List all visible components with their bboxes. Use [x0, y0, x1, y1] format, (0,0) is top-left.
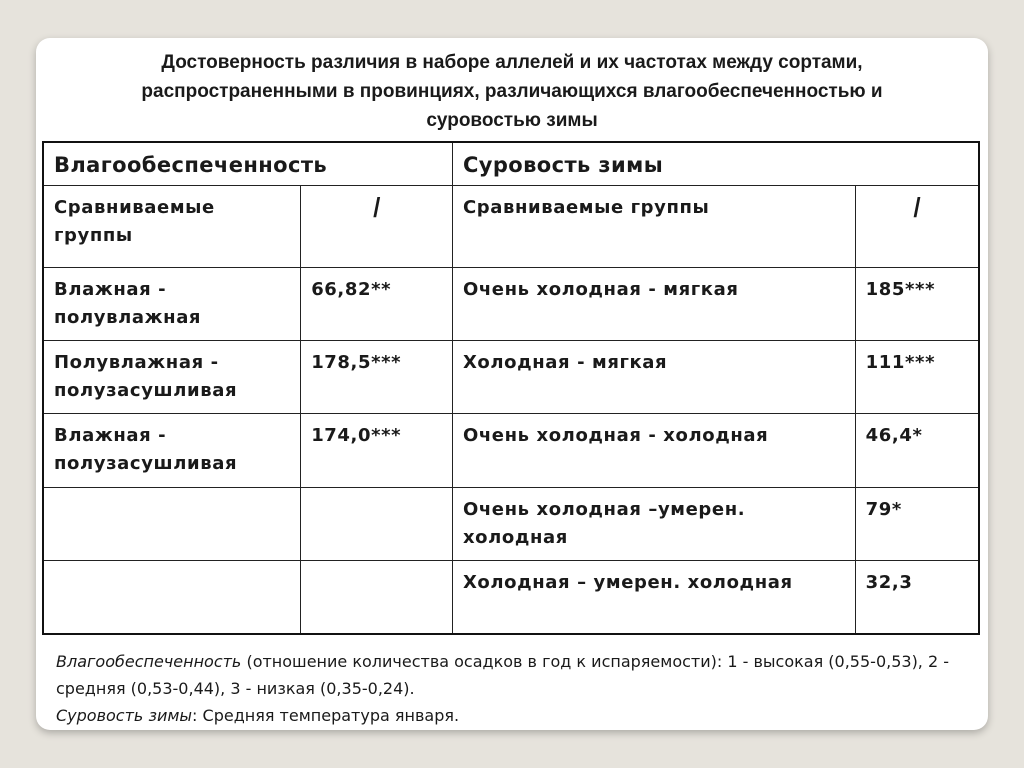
cell-right-group: Очень холодная - мягкая	[452, 268, 855, 341]
cell-left-value: 66,82**	[301, 268, 453, 341]
table-row	[43, 488, 979, 561]
cell-right-value: 46,4*	[855, 414, 979, 488]
slide	[36, 38, 988, 730]
cell-left-value	[301, 561, 453, 634]
cell-left-group: Полувлажная - полузасушливая	[43, 341, 301, 414]
subheader-right-groups: Сравниваемые группы	[452, 186, 855, 268]
cell-left-group: Влажная - полувлажная	[43, 268, 301, 341]
results-table	[42, 141, 980, 635]
cell-left-value: 178,5***	[301, 341, 453, 414]
table-subheader-row	[43, 186, 979, 268]
header-moisture: Влагообеспеченность	[43, 142, 452, 186]
footnote-moisture-term: Влагообеспеченность	[56, 652, 242, 671]
cell-left-value	[301, 488, 453, 561]
table-row	[43, 561, 979, 634]
footnote-moisture-text: (отношение количества осадков в год к испаряемости): 1 - высокая (0,55-0,53), 2 - средняя (0,53-0,44), 3 - низкая (0,35-0,24).	[56, 652, 950, 698]
footnotes	[56, 648, 966, 729]
header-winter-severity: Суровость зимы	[452, 142, 979, 186]
cell-left-group	[43, 561, 301, 634]
cell-right-group: Холодная – умерен. холодная	[452, 561, 855, 634]
slide-title: Достоверность различия в наборе аллелей и их частотах между сортами, распространенными в провинциях, различающихся влагообеспеченностью и суровостью зимы	[141, 52, 883, 131]
table-row	[43, 341, 979, 414]
footnote-winter-text: : Средняя температура января.	[192, 706, 460, 725]
table-header-row	[43, 142, 979, 186]
cell-right-group: Очень холодная - холодная	[452, 414, 855, 488]
cell-right-group: Очень холодная –умерен. холодная	[452, 488, 855, 561]
cell-right-value: 32,3	[855, 561, 979, 634]
subheader-left-i: I	[301, 186, 453, 268]
subheader-left-groups: Сравниваемые группы	[43, 186, 301, 268]
table-row	[43, 414, 979, 488]
cell-left-group: Влажная - полузасушливая	[43, 414, 301, 488]
table-row	[43, 268, 979, 341]
cell-left-group	[43, 488, 301, 561]
cell-right-value: 79*	[855, 488, 979, 561]
cell-right-group: Холодная - мягкая	[452, 341, 855, 414]
cell-left-value: 174,0***	[301, 414, 453, 488]
cell-right-value: 185***	[855, 268, 979, 341]
footnote-winter	[56, 702, 966, 729]
footnote-moisture	[56, 648, 966, 702]
footnote-winter-term: Суровость зимы	[56, 706, 193, 725]
cell-right-value: 111***	[855, 341, 979, 414]
subheader-right-i: I	[855, 186, 979, 268]
